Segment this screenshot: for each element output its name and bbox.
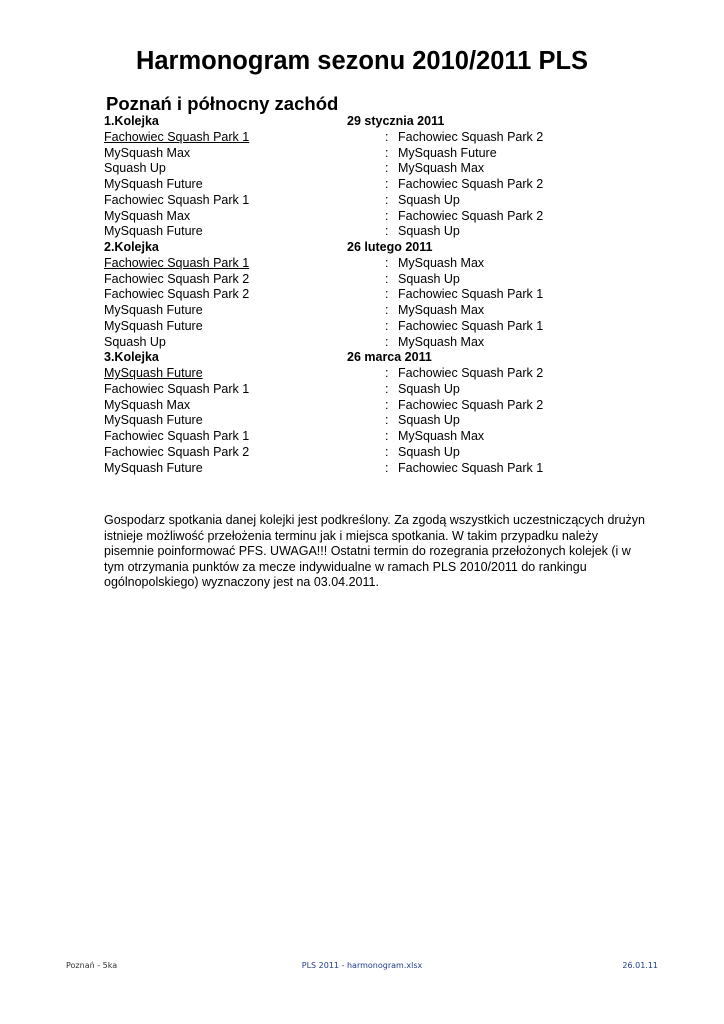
footer-left: Poznań - 5ka: [66, 961, 118, 970]
home-team-host: Fachowiec Squash Park 1: [104, 255, 250, 270]
separator: :: [385, 161, 389, 176]
home-team: MySquash Future: [104, 177, 203, 191]
home-team: MySquash Future: [104, 413, 203, 428]
match-row: [104, 209, 664, 225]
separator: :: [385, 271, 389, 286]
match-row: [104, 161, 664, 177]
match-row: [104, 303, 664, 319]
match-row: [104, 146, 664, 162]
away-team: Fachowiec Squash Park 2: [398, 397, 544, 412]
separator: :: [385, 303, 389, 317]
match-row: [104, 398, 664, 414]
match-row: [104, 413, 664, 429]
home-team: MySquash Future: [104, 318, 203, 333]
away-team: Squash Up: [398, 413, 460, 428]
match-row: [104, 335, 664, 351]
separator: :: [385, 224, 389, 239]
round-date: 26 marca 2011: [347, 350, 432, 365]
away-team: Fachowiec Squash Park 2: [398, 366, 544, 380]
separator: :: [385, 192, 389, 207]
away-team: MySquash Max: [398, 161, 485, 176]
away-team: MySquash Max: [398, 255, 485, 270]
home-team-host: Fachowiec Squash Park 1: [104, 129, 250, 144]
away-team: Squash Up: [398, 381, 460, 396]
match-row: [104, 382, 664, 398]
match-row: [104, 193, 664, 209]
round-label: 3.Kolejka: [104, 350, 159, 365]
home-team: Fachowiec Squash Park 2: [104, 271, 250, 286]
home-team: MySquash Future: [104, 224, 203, 239]
home-team: MySquash Future: [104, 460, 203, 475]
away-team: Squash Up: [398, 224, 460, 239]
match-row: [104, 256, 664, 272]
home-team-host: MySquash Future: [104, 366, 203, 380]
away-team: Fachowiec Squash Park 2: [398, 129, 544, 144]
home-team: Fachowiec Squash Park 2: [104, 287, 250, 302]
home-team: Fachowiec Squash Park 1: [104, 429, 250, 443]
away-team: Fachowiec Squash Park 1: [398, 460, 544, 475]
footer-date: 26.01.11: [622, 961, 658, 970]
home-team: Fachowiec Squash Park 2: [104, 444, 250, 459]
round-header: [104, 350, 664, 366]
away-team: Squash Up: [398, 444, 460, 459]
match-row: [104, 319, 664, 335]
separator: :: [385, 177, 389, 191]
home-team: MySquash Max: [104, 397, 191, 412]
away-team: Squash Up: [398, 271, 460, 286]
separator: :: [385, 413, 389, 428]
separator: :: [385, 397, 389, 412]
away-team: MySquash Future: [398, 145, 497, 160]
round-header: [104, 240, 664, 256]
separator: :: [385, 444, 389, 459]
separator: :: [385, 208, 389, 223]
round-date: 26 lutego 2011: [347, 240, 433, 254]
page-title: Harmonogram sezonu 2010/2011 PLS: [135, 47, 589, 75]
match-row: [104, 130, 664, 146]
region-subtitle: Poznań i północny zachód: [106, 93, 339, 114]
separator: :: [385, 318, 389, 333]
footer-filename: PLS 2011 - harmonogram.xlsx: [301, 961, 423, 970]
separator: :: [385, 381, 389, 396]
separator: :: [385, 255, 389, 270]
home-team: Squash Up: [104, 334, 166, 349]
away-team: Fachowiec Squash Park 1: [398, 318, 544, 333]
host-note: Gospodarz spotkania danej kolejki jest podkreślony. Za zgodą wszystkich uczestniczących drużyn istnieje możliwość przełożenia terminu jak i miejsca spotkania. W takim przypadku należy pisemnie poinformować PFS. UWAGA!!! Ostatni termin do rozegrania przełożonych kolejek (i w tym otrzymania punktów za mecze indywidualne w ramach PLS 2010/2011 do rankingu ogólnopolskiego) wyznaczony jest na 03.04.2011.: [104, 513, 646, 590]
separator: :: [385, 334, 389, 349]
away-team: MySquash Max: [398, 334, 485, 349]
away-team: MySquash Max: [398, 303, 485, 317]
home-team: Fachowiec Squash Park 1: [104, 381, 250, 396]
home-team: MySquash Max: [104, 145, 191, 160]
match-row: [104, 445, 664, 461]
schedule-table: [104, 114, 664, 476]
match-row: [104, 287, 664, 303]
away-team: Fachowiec Squash Park 2: [398, 208, 544, 223]
separator: :: [385, 460, 389, 475]
separator: :: [385, 129, 389, 144]
round-header: [104, 114, 664, 130]
separator: :: [385, 145, 389, 160]
away-team: Fachowiec Squash Park 1: [398, 287, 544, 302]
home-team: MySquash Future: [104, 303, 203, 317]
round-label: 1.Kolejka: [104, 114, 159, 128]
separator: :: [385, 429, 389, 443]
home-team: Fachowiec Squash Park 1: [104, 192, 250, 207]
match-row: [104, 429, 664, 445]
round-label: 2.Kolejka: [104, 240, 159, 254]
match-row: [104, 224, 664, 240]
separator: :: [385, 287, 389, 302]
match-row: [104, 461, 664, 477]
round-date: 29 stycznia 2011: [347, 114, 445, 128]
home-team: Squash Up: [104, 161, 166, 176]
separator: :: [385, 366, 389, 380]
match-row: [104, 177, 664, 193]
away-team: MySquash Max: [398, 429, 485, 443]
away-team: Squash Up: [398, 192, 460, 207]
match-row: [104, 366, 664, 382]
home-team: MySquash Max: [104, 208, 191, 223]
match-row: [104, 272, 664, 288]
away-team: Fachowiec Squash Park 2: [398, 177, 544, 191]
